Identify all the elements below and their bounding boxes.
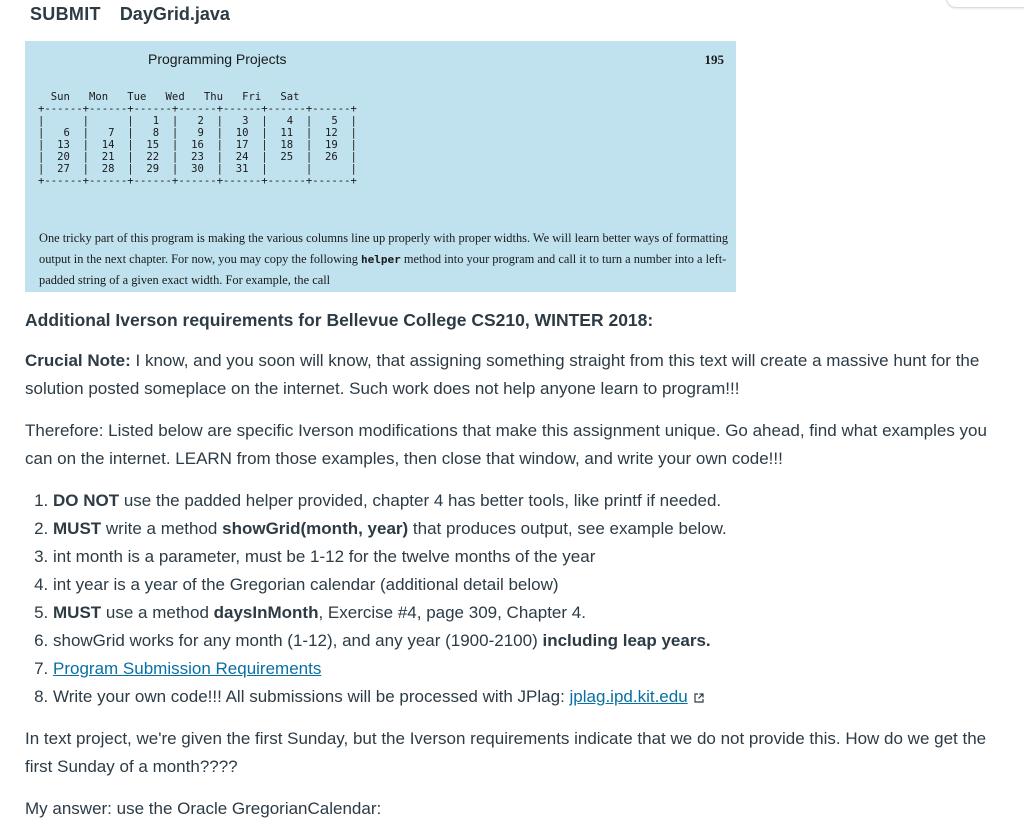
crucial-note-paragraph [25,347,1015,403]
list-item-text: Write your own code!!! All submissions will be processed with JPlag: [53,687,570,706]
crucial-note-text: I know, and you soon will know, that assigning something straight from this text will create a massive hunt for the solution posted someplace on the internet. Such work does not help anyone learn to program!!! [25,351,980,398]
book-text-part1: One tricky part of this program is making the various columns line up properly with proper widths. We will learn better ways of formatting output in the next chapter. For now, you may copy the following [39,231,729,266]
list-item-bold: including leap years. [542,631,711,650]
list-item-text: , Exercise #4, page 309, Chapter 4. [318,603,586,622]
list-item-bold: MUST [53,603,102,622]
requirements-list [25,487,1015,711]
submission-header [0,0,230,30]
program-submission-requirements-link[interactable]: Program Submission Requirements [53,659,322,678]
list-item [53,655,1015,683]
list-item-text: write a method [101,519,223,538]
list-item: 3. int month is a parameter, must be 1-12 for the twelve months of the year [53,543,1015,571]
submit-label: SUBMIT [30,4,101,24]
list-item [53,515,1015,543]
external-link-icon[interactable] [694,684,704,694]
book-text-part2: method into your program and call it to turn a number into a left-padded string of a given exact width. For example, the call [39,251,727,287]
jplag-link[interactable]: jplag.ipd.kit.edu [569,687,688,706]
list-item [53,627,1015,655]
crucial-note-label: Crucial Note: [25,351,131,370]
first-sunday-paragraph: In text project, we're given the first Sunday, but the Iverson requirements indicate that we do not provide this. How do we get the first Sunday of a month???? [25,729,987,776]
list-item-bold: DO NOT [53,491,120,510]
list-item-text: use a method [101,603,214,622]
therefore-paragraph: Therefore: Listed below are specific Iverson modifications that make this assignment unique. Go ahead, find what examples you can on the internet. LEARN from those examples, then close that window, and write your own code!!! [25,421,987,468]
list-item [53,487,1015,515]
list-item-bold: showGrid(month, year) [222,519,409,538]
list-item-bold: daysInMonth [213,603,319,622]
book-page-title: Programming Projects [148,51,287,67]
answer-paragraph: My answer: use the Oracle GregorianCalendar: [25,799,382,818]
requirements-content [25,307,1015,834]
book-page-number: 195 [704,52,724,67]
textbook-excerpt-image [25,41,736,292]
book-paragraph [39,228,729,291]
list-item [53,599,1015,627]
filename: DayGrid.java [119,4,230,24]
list-item-text: showGrid works for any month (1-12), and any year (1900-2100) [53,631,543,650]
requirements-heading: Additional Iverson requirements for Bellevue College CS210, WINTER 2018: [25,310,654,330]
corner-tab[interactable] [946,0,1024,8]
list-item-text: use the padded helper provided, chapter 4 has better tools, like printf if needed. [119,491,722,510]
list-item-text: that produces output, see example below. [408,519,727,538]
book-code-word: helper [361,252,401,266]
calendar-grid: Sun Mon Tue Wed Thu Fri Sat +------+------+------+------+------+------+------+ | | | 1 | 2 | 3 | 4 | 5 | | 6 | 7 | 8 | 9 | 10 | 11 | 12 | | 13 | 14 | 15 | 16 | 17 | 18 | 19 | | 20 | 21 | 22 | 23 | 24 | 25 | 26 | | 27 | 28 | 29 | 30 | 31 | | | +------+------+------+------+------+------+------+ [38,91,357,187]
list-item: 4. int year is a year of the Gregorian calendar (additional detail below) [53,571,1015,599]
list-item-bold: MUST [53,519,102,538]
list-item [53,683,1015,711]
